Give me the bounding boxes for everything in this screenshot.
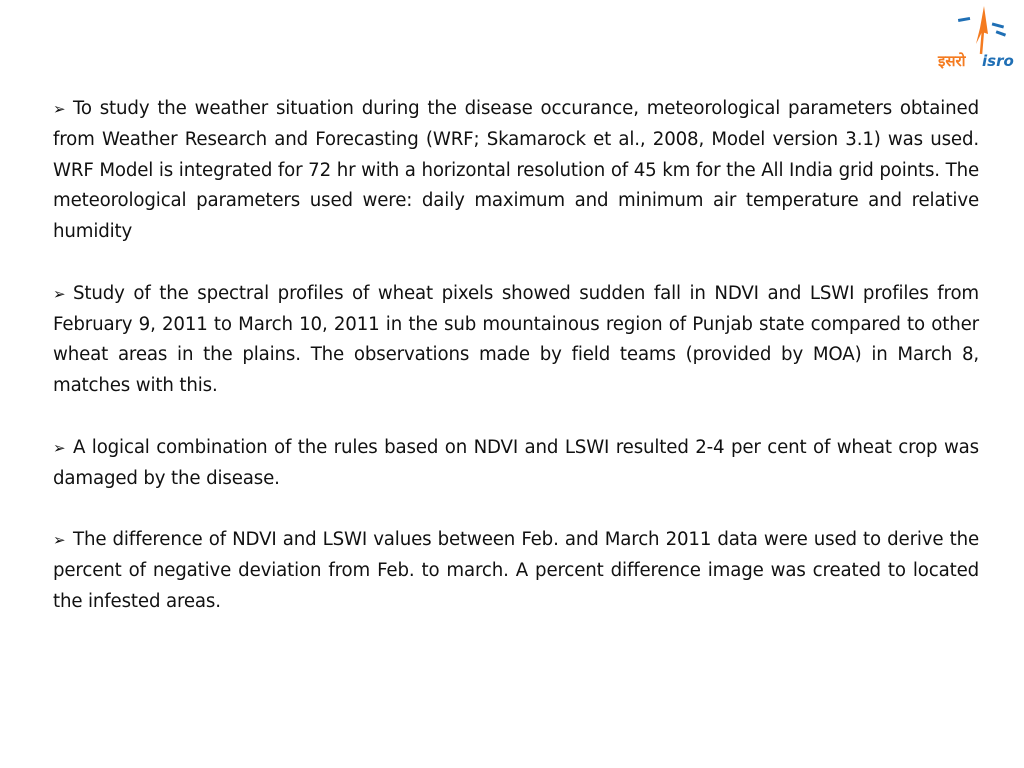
arrow-bullet-icon: ➢ bbox=[53, 531, 66, 550]
bullet-item bbox=[53, 94, 979, 248]
arrow-bullet-icon: ➢ bbox=[53, 100, 66, 118]
bullet-item bbox=[53, 433, 979, 495]
bullet-text: A logical combination of the rules based on NDVI and LSWI resulted 2-4 per cent of wheat crop was damaged by the disease. bbox=[53, 436, 979, 489]
bullet-item bbox=[53, 525, 979, 617]
logo-hindi-text: इसरो bbox=[938, 52, 966, 70]
logo-english-text: isro bbox=[982, 52, 1014, 70]
bullet-list bbox=[53, 94, 979, 648]
isro-logo-icon bbox=[936, 4, 1022, 80]
arrow-bullet-icon: ➢ bbox=[53, 284, 66, 303]
arrow-bullet-icon: ➢ bbox=[53, 438, 66, 457]
bullet-item bbox=[53, 279, 979, 402]
bullet-text: Study of the spectral profiles of wheat pixels showed sudden fall in NDVI and LSWI profiles from February 9, 2011 to March 10, 2011 in the sub mountainous region of Punjab state compared to other wheat areas in the plains. The observations made by field teams (provided by MOA) in March 8, matches with this. bbox=[53, 282, 979, 397]
bullet-text: The difference of NDVI and LSWI values between Feb. and March 2011 data were used to derive the percent of negative deviation from Feb. to march. A percent difference image was created to located the infested areas. bbox=[53, 529, 979, 612]
bullet-text: To study the weather situation during the disease occurance, meteorological parameters obtained from Weather Research and Forecasting (WRF; Skamarock et al., 2008, Model version 3.1) was used. WRF Model is integrated for 72 hr with a horizontal resolution of 45 km for the All India grid points. The meteorological parameters used were: daily maximum and minimum air temperature and relative humidity bbox=[53, 98, 979, 243]
